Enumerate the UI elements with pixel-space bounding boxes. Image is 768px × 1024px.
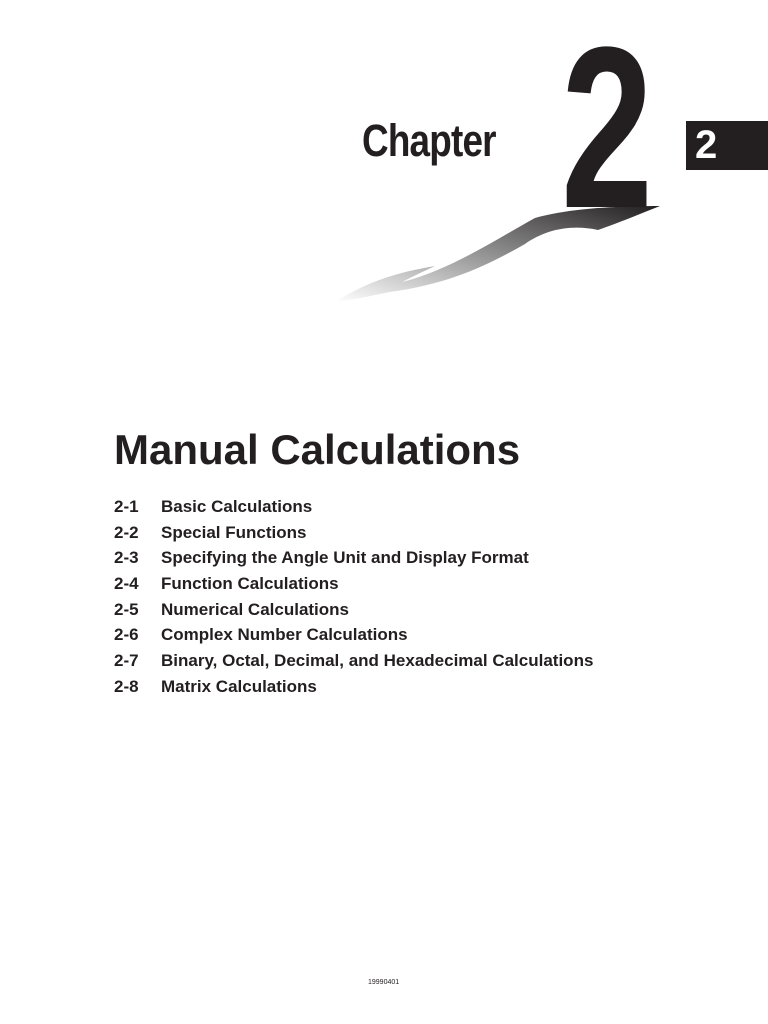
list-item	[114, 494, 593, 520]
section-title: Specifying the Angle Unit and Display Format	[161, 548, 529, 568]
section-title: Matrix Calculations	[161, 676, 317, 696]
list-item	[114, 520, 593, 546]
list-item	[114, 545, 593, 571]
section-list	[114, 494, 593, 700]
section-number: 2-4	[114, 574, 139, 594]
section-number: 2-5	[114, 599, 139, 619]
section-number: 2-8	[114, 676, 139, 696]
chapter-label: Chapter	[362, 115, 496, 166]
section-title: Binary, Octal, Decimal, and Hexadecimal Calculations	[161, 651, 594, 671]
list-item	[114, 622, 593, 648]
list-item	[114, 597, 593, 623]
list-item	[114, 571, 593, 597]
page-title: Manual Calculations	[114, 426, 521, 473]
section-title: Special Functions	[161, 522, 307, 542]
section-title: Basic Calculations	[161, 497, 313, 516]
chapter-tab-badge: 2	[686, 121, 768, 170]
page-code: 19990401	[368, 979, 400, 986]
section-title: Complex Number Calculations	[161, 625, 408, 645]
section-number: 2-7	[114, 651, 139, 671]
section-number: 2-3	[114, 548, 139, 568]
section-number: 2-1	[114, 497, 139, 516]
chapter-number-graphic: 2	[561, 0, 654, 256]
section-title: Function Calculations	[161, 574, 339, 594]
list-item	[114, 648, 593, 674]
section-title: Numerical Calculations	[161, 599, 350, 619]
section-number: 2-6	[114, 625, 139, 645]
section-number: 2-2	[114, 522, 139, 542]
list-item	[114, 674, 593, 700]
